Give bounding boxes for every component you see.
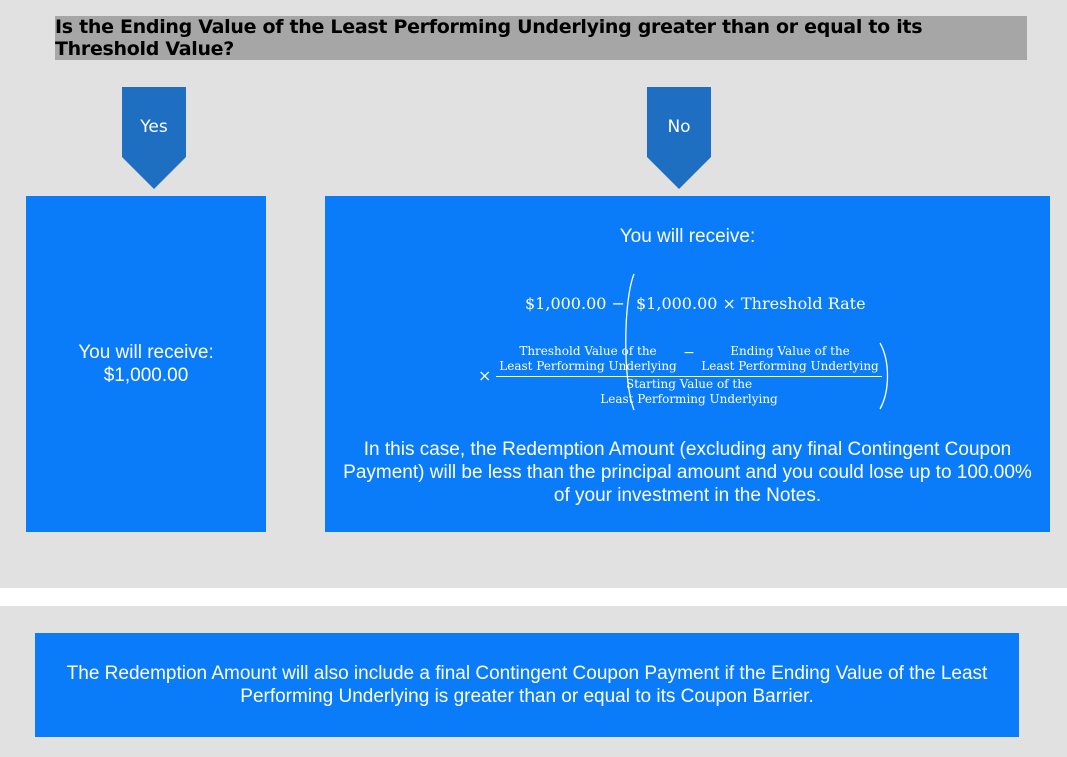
numerator-left-line2: Least Performing Underlying <box>499 359 677 373</box>
formula-first-line <box>525 294 625 313</box>
coupon-note-box <box>35 633 1019 737</box>
yes-arrow-shape <box>122 87 186 190</box>
formula-right-paren <box>878 341 892 411</box>
yes-receive-amount: $1,000.00 <box>103 365 189 386</box>
no-receive-heading: You will receive: <box>619 226 756 247</box>
numerator-left-line1: Threshold Value of the <box>519 344 657 358</box>
formula-times: × <box>478 366 492 385</box>
yes-receive-heading: You will receive: <box>78 342 214 363</box>
numerator-minus: − <box>683 345 695 361</box>
numerator-right-line1: Ending Value of the <box>730 344 850 358</box>
question-text: Is the Ending Value of the Least Performing Underlying greater than or equal to its Threshold Value? <box>55 16 923 60</box>
yes-label: Yes <box>140 117 168 137</box>
formula-principal: $1,000.00 <box>525 294 607 313</box>
no-arrow <box>647 87 711 190</box>
numerator-right-line2: Least Performing Underlying <box>701 359 879 373</box>
denominator-line1: Starting Value of the <box>625 377 753 391</box>
yes-arrow <box>122 87 186 190</box>
formula-inner: $1,000.00 × Threshold Rate <box>636 294 866 313</box>
formula-minus: − <box>611 294 625 313</box>
coupon-note-text: The Redemption Amount will also include a final Contingent Coupon Payment if the Ending Value of the Least Performing Underlying is greater than or equal to its Coupon Barrier. <box>66 663 988 707</box>
question-bar <box>55 16 1027 60</box>
loss-explanation: In this case, the Redemption Amount (excluding any final Contingent Coupon Payment) will be less than the principal amount and you could lose up to 100.00% of your investment in the Notes. <box>343 439 1032 506</box>
no-label: No <box>667 117 691 137</box>
yes-outcome-box <box>26 196 266 532</box>
numerator-left <box>496 344 680 374</box>
denominator-line2: Least Performing Underlying <box>600 392 778 406</box>
numerator-right <box>698 344 882 374</box>
denominator <box>496 377 882 407</box>
no-outcome-box <box>325 196 1050 532</box>
no-arrow-shape <box>647 87 711 190</box>
